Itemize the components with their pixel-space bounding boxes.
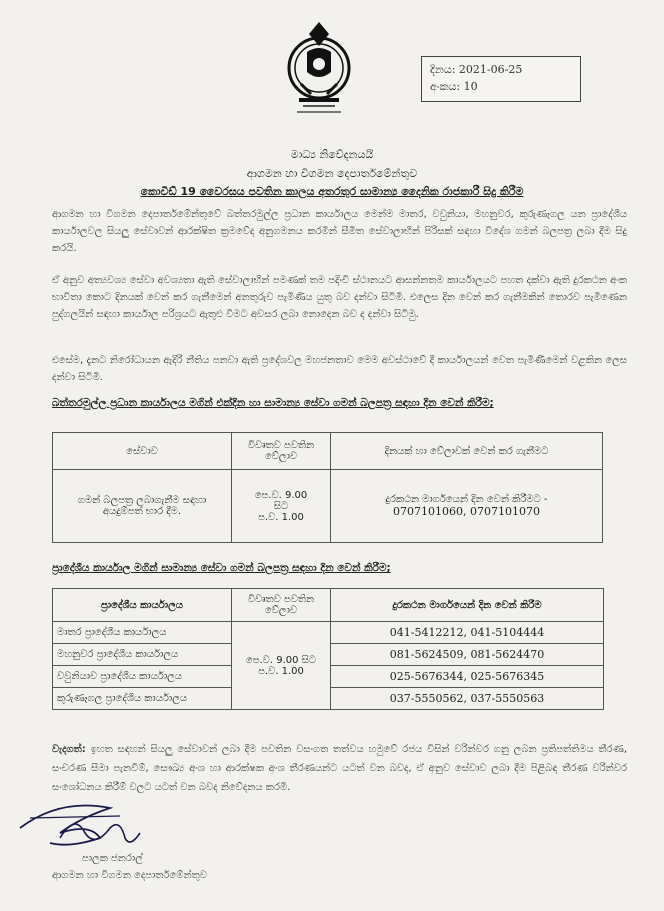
- regional-offices-table: [52, 588, 604, 710]
- office-cell: මාතර ප්‍රාදේශීය කාර්යාලය: [53, 622, 232, 644]
- section-1-title: බත්තරමුල්ල ප්‍රධාන කාර්යාලය මගින් එක්දින හා සාමාන්‍ය සේවා ගමන් බලපත්‍ර සඳහා දින වෙන් කිරීම;: [52, 397, 494, 409]
- booking-cell: [331, 470, 603, 543]
- table-row: [53, 622, 604, 644]
- table-header-row: [53, 589, 604, 622]
- phones-cell: 081-5624509, 081-5624470: [331, 644, 604, 666]
- column-header: විවෘතව පවතින වේලාව: [232, 589, 331, 622]
- column-header: දුරකථන මාර්ගයෙන් දින වෙන් කිරීම: [331, 589, 604, 622]
- note-text: ඉහත සඳහන් සියලු සේවාවන් ලබා දීම පවතින වසංගත තත්වය හමුවේ රජය විසින් වරින්වර ගනු ලබන ප්‍රතිපත්තිමය තීරණ, සංචරණ සීමා පැනවීම්, සෞඛ්‍ය අංශ හා ආරක්ෂක අංශ තීරණයන්ට යටත් වන බවද, ඒ අනුව සේවාව ලබා දීම පිළිබඳ තීරණ වරින්වර සංශෝධනය කිරීම් වලට යටත් වන බවද නිවේදනය කරමි.: [52, 744, 627, 793]
- phones-cell: 025-5676344, 025-5676345: [331, 666, 604, 688]
- table-header-row: [53, 433, 603, 470]
- date-reference-box: [421, 56, 581, 102]
- service-cell: ගමන් බලපත්‍ර ලබාගැනීම සඳහා අයදුම්පත් භාර දීම.: [53, 470, 232, 543]
- office-cell: මහනුවර ප්‍රාදේශීය කාර්යාලය: [53, 644, 232, 666]
- head-office-table: [52, 432, 603, 543]
- note-label: වැදගත්:: [52, 744, 86, 755]
- open-time-cell: පෙ.ව. 9.00 සිට ප.ව. 1.00: [232, 622, 331, 710]
- paragraph-1: ආගමන හා විගමන දෙපාර්තමේන්තුවේ බත්තරමුල්ල ප්‍රධාන කාර්යාලය මෙන්ම මාතර, වවුනියා, මහනුවර, කුරුණෑගල යන ප්‍රාදේශීය කාර්යාලවල සියලු සේවාවන් ආරක්ෂිත ක්‍රමවේද අනුගමනය කරමින් සීමිත සේවාලාභීන් පිරිසක් සඳහා විදේශ ගමන් බලපත්‍ර ලබා දීම සිදු කරයි.: [52, 209, 627, 254]
- reference-number-line: අංකය: 10: [430, 80, 478, 93]
- media-release-heading: මාධ්‍ය නිවේදනයයි: [290, 148, 374, 161]
- department-heading: ආගමන හා විගමන දෙපාර්තමේන්තුව: [246, 167, 418, 180]
- signatory-title: පාලක ජනරාල්: [82, 853, 143, 864]
- department-emblem: [283, 12, 355, 130]
- signatory-department: ආගමන හා විගමන දෙපාර්තමේන්තුව: [52, 870, 207, 881]
- phones-cell: 037-5550562, 037-5550563: [331, 688, 604, 710]
- office-cell: වවුනියාව ප්‍රාදේශීය කාර්යාලය: [53, 666, 232, 688]
- section-2-title: ප්‍රාදේශීය කාර්යාල මගින් සාමාන්‍ය සේවා ගමන් බලපත්‍ර සඳහා දින වෙන් කිරීම;: [52, 562, 391, 574]
- open-time-cell: [232, 470, 331, 543]
- column-header: විවෘතව පවතින වේලාව: [232, 433, 331, 470]
- table-row: [53, 470, 603, 543]
- booking-phones: 0707101060, 0707101070: [393, 505, 540, 518]
- booking-text: දුරකථන මාර්ගයෙන් දින වෙන් කිරීමට -: [385, 494, 548, 505]
- paragraph-2: ඒ අනුව අත්‍යවශ්‍ය සේවා අවශ්‍යතා ඇති සේවාලාභීන් පමණක් තම පදිංචි ස්ථානයට ආසන්නතම කාර්යාලයට පහත දක්වා ඇති දුරකථන අංක භාවිතා කොට දිනයක් වෙන් කර ගැනීමෙන් අනතුරුව පැමිණිය යුතු බව දන්වා සිටිමි. එලෙස දින වෙන් කර ගැනීමකින් තොරව පැමිණෙන පුද්ගලයින් සඳහා කාර්යාල පරිශ්‍රයට ඇතුළු වීමට අවසර ලබා නොදෙන බව ද දන්වා සිටිමු.: [52, 275, 627, 320]
- office-cell: කුරුණෑගල ප්‍රාදේශීය කාර්යාලය: [53, 688, 232, 710]
- time-from: පෙ.ව. 9.00: [254, 489, 308, 501]
- time-to-word: සිට: [273, 500, 289, 512]
- subject-heading: කොවිඩ් 19 වෛරසය පවතින කාලය අතරතුර සාමාන්‍ය දෛනික රාජකාරී සිදු කිරීම: [140, 185, 524, 198]
- time-to: ප.ව. 1.00: [258, 511, 304, 523]
- column-header: ප්‍රාදේශීය කාර්යාලය: [53, 589, 232, 622]
- phones-cell: 041-5412212, 041-5104444: [331, 622, 604, 644]
- column-header: දිනයක් හා වේලාවක් වෙන් කර ගැනීමට: [331, 433, 603, 470]
- date-line: දිනය: 2021-06-25: [430, 63, 523, 76]
- paragraph-3: එසේම, දැනට නිරෝධායන ඇදිරි නීතිය පනවා ඇති ප්‍රදේශවල මහජනතාව මෙම අවස්ථාවේ දී කාර්යාලයන් වෙත පැමිණීමෙන් වළකින ලෙස දන්වා සිටිමි.: [52, 355, 627, 383]
- column-header: සේවාව: [53, 433, 232, 470]
